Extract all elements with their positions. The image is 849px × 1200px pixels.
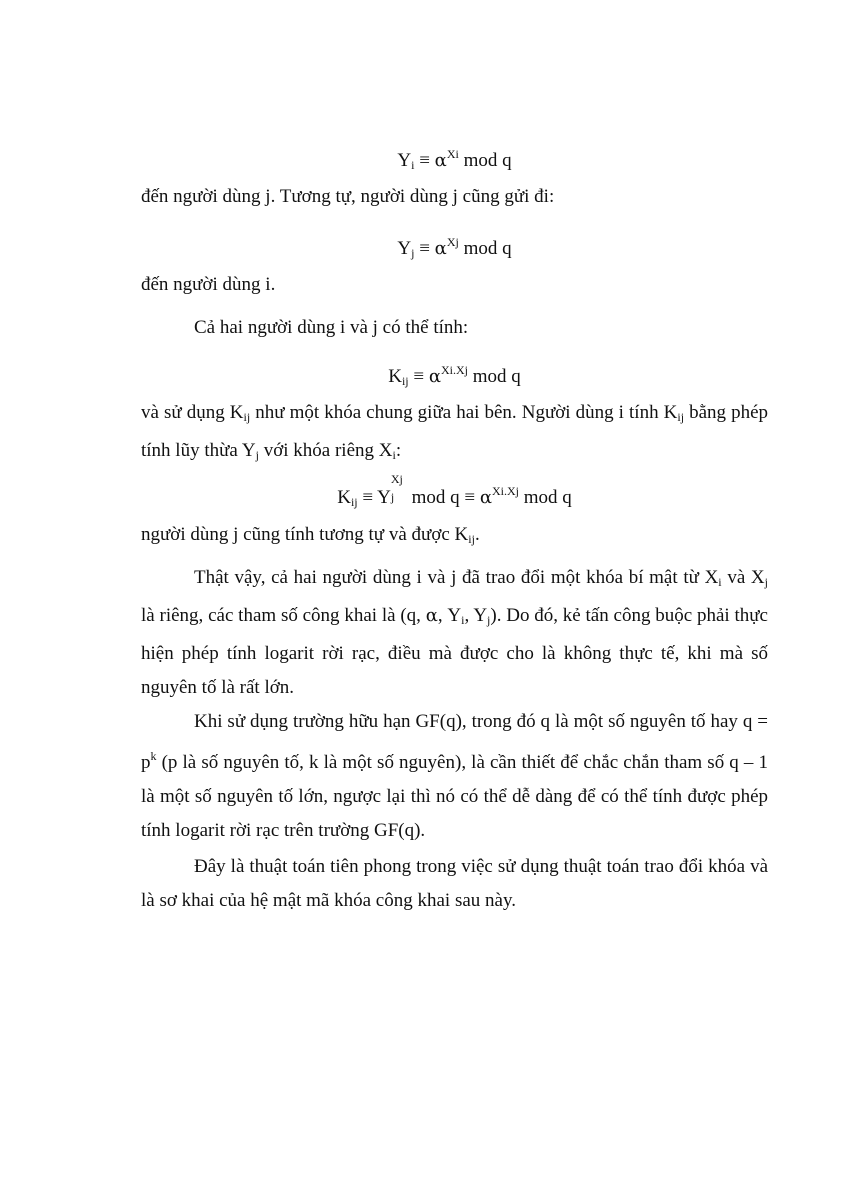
paragraph-text: Khi sử dụng trường hữu hạn GF(q), trong đó q là một số nguyên tố hay q = p bbox=[141, 711, 773, 773]
formula-lhs: Y bbox=[397, 150, 412, 171]
formula-yj bbox=[141, 225, 768, 270]
formula-tail: mod q bbox=[458, 238, 512, 259]
paragraph-text: với khóa riêng X bbox=[258, 440, 393, 461]
formula-subscript: ij bbox=[401, 374, 409, 388]
subscript: i bbox=[718, 575, 722, 589]
subscript: i bbox=[461, 613, 465, 627]
paragraph-text: như một khóa chung giữa hai bên. Người dùng i tính K bbox=[250, 402, 678, 423]
paragraph-pioneer bbox=[141, 850, 768, 918]
paragraph-text: ). Do đó, kẻ tấn công buộc phải thực hiện phép tính logarit rời rạc, điều mà được cho là không thực tế, khi mà số nguyên tố là rất lớn. bbox=[141, 605, 773, 698]
subscript: ij bbox=[677, 410, 685, 424]
formula-operator: ≡ bbox=[408, 366, 429, 387]
paragraph-shared-key bbox=[141, 396, 773, 472]
formula-exponent: Xj bbox=[390, 472, 403, 486]
paragraph-text: . bbox=[474, 524, 480, 545]
subscript: j bbox=[255, 448, 259, 462]
formula-exponent: Xj bbox=[446, 235, 459, 249]
formula-subscript: j bbox=[411, 246, 415, 260]
formula-yi bbox=[141, 137, 768, 182]
formula-lhs: Y bbox=[397, 238, 412, 259]
subscript: j bbox=[764, 575, 768, 589]
formula-middle: mod q ≡ bbox=[406, 487, 480, 508]
paragraph-both-compute bbox=[141, 311, 768, 345]
formula-lhs: K bbox=[388, 366, 402, 387]
formula-operator: ≡ bbox=[414, 150, 435, 171]
paragraph-text: đến người dùng j. Tương tự, người dùng j cũng gửi đi: bbox=[141, 186, 555, 207]
formula-exponent: Xi.Xj bbox=[441, 363, 468, 377]
formula-base: α bbox=[428, 366, 441, 387]
formula-subscript: ij bbox=[350, 495, 358, 509]
paragraph-text: là riêng, các tham số công khai là (q, bbox=[141, 567, 773, 626]
formula-exponent: Xi.Xj bbox=[492, 484, 520, 498]
paragraph-security bbox=[141, 561, 773, 705]
formula-y: Y bbox=[377, 487, 391, 508]
formula-base: α bbox=[479, 487, 493, 508]
paragraph-send-to-j bbox=[141, 180, 768, 214]
formula-operator: ≡ bbox=[357, 487, 378, 508]
formula-subscript: i bbox=[411, 158, 415, 172]
formula-base: α bbox=[434, 238, 447, 259]
paragraph-text: và sử dụng K bbox=[141, 402, 244, 423]
subscript: j bbox=[487, 613, 491, 627]
paragraph-text: bằng phép tính lũy thừa Y bbox=[141, 402, 773, 461]
subscript: i bbox=[392, 448, 396, 462]
paragraph-text: : bbox=[395, 440, 402, 461]
formula-tail: mod q bbox=[519, 487, 572, 508]
formula-subscript: j bbox=[390, 490, 395, 504]
paragraph-text: người dùng j cũng tính tương tự và được K bbox=[141, 524, 469, 545]
paragraph-text: Đây là thuật toán tiên phong trong việc sử dụng thuật toán trao đổi khóa và là sơ khai của hệ mật mã khóa công khai sau này. bbox=[141, 856, 768, 911]
paragraph-user-j-computes bbox=[141, 518, 768, 556]
paragraph-text: đến người dùng i. bbox=[141, 274, 276, 295]
subscript: ij bbox=[468, 532, 475, 546]
paragraph-text: và X bbox=[721, 567, 765, 588]
paragraph-text: Thật vậy, cả hai người dùng i và j đã trao đổi một khóa bí mật từ X bbox=[194, 567, 719, 588]
paragraph-finite-field bbox=[141, 705, 773, 848]
subscript: ij bbox=[243, 410, 251, 424]
formula-kij-derivation bbox=[141, 474, 768, 519]
formula-y-indices bbox=[390, 472, 407, 504]
formula-operator: ≡ bbox=[414, 238, 435, 259]
formula-exponent: Xi bbox=[446, 147, 459, 161]
paragraph-send-to-i bbox=[141, 268, 768, 302]
formula-tail: mod q bbox=[468, 366, 521, 387]
formula-kij bbox=[141, 353, 768, 398]
formula-tail: mod q bbox=[458, 150, 512, 171]
paragraph-text: , Y bbox=[464, 605, 488, 626]
paragraph-text: , Y bbox=[437, 605, 462, 626]
formula-lhs: K bbox=[337, 487, 351, 508]
paragraph-text: Cả hai người dùng i và j có thể tính: bbox=[194, 317, 469, 338]
alpha-symbol: α bbox=[425, 605, 438, 626]
paragraph-text: (p là số nguyên tố, k là một số nguyên), là cần thiết để chắc chắn tham số q – 1 là một số nguyên tố lớn, ngược lại thì nó có thể dễ dàng để có thể tính được phép tính logarit rời rạc trên trường GF(q). bbox=[141, 752, 773, 841]
superscript: k bbox=[150, 749, 157, 763]
formula-base: α bbox=[434, 150, 447, 171]
